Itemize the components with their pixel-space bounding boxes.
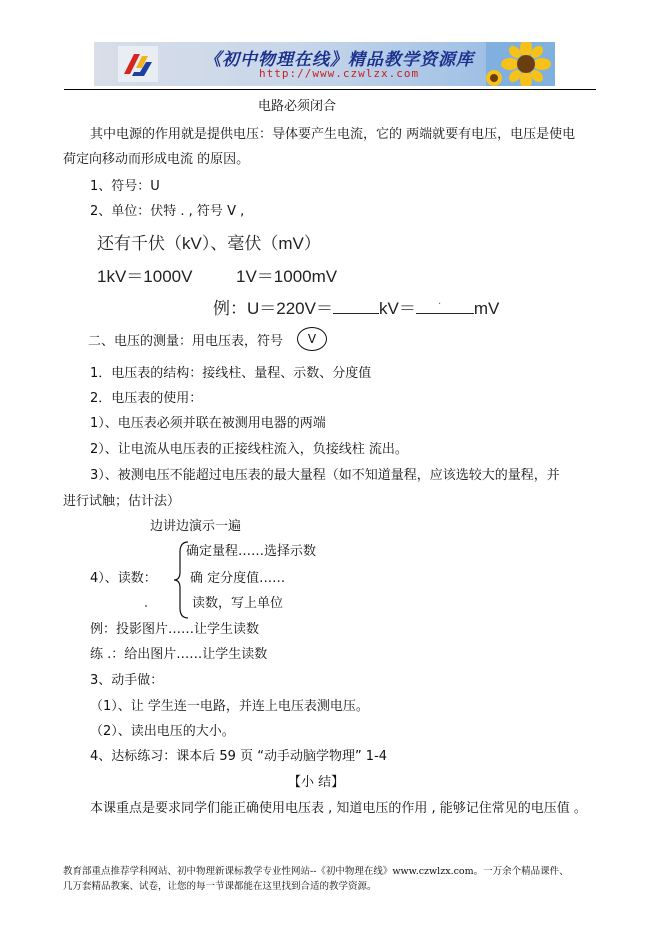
site-logo-icon (118, 46, 158, 82)
page-title: 电路必须闭合 (258, 99, 337, 114)
unit-item: 2、单位：伏特 . , 符号 V , (90, 204, 245, 219)
reading-step-3: 读数，写上单位 (192, 596, 284, 611)
voltmeter-structure: 1．电压表的结构：接线柱、量程、示数、分度值 (90, 366, 372, 381)
units-example-mid: kV＝ (378, 299, 416, 318)
kv-blank (333, 297, 379, 314)
hands-on-step-2: （2）、读出电压的大小。 (90, 724, 235, 739)
hands-on-heading: 3、动手做： (90, 673, 164, 688)
header-divider (64, 89, 596, 90)
units-mv-conversion: 1V＝1000mV (236, 267, 338, 286)
reading-label: 4）、读数： (90, 571, 157, 586)
intro-line-2: 荷定向移动而形成电流 的原因。 (63, 152, 250, 167)
section-2-heading: 二、电压的测量：用电压表，符号 (88, 334, 284, 349)
usage-rule-3-line-1: 3）、被测电压不能超过电压表的最大量程（如不知道量程，应该选较大的量程，并 (90, 468, 560, 483)
units-kv-conversion: 1kV＝1000V (97, 267, 193, 286)
usage-rule-1: 1）、电压表必须并联在被测用电器的两端 (90, 416, 326, 431)
example-line: 例：投影图片……让学生读数 (90, 622, 260, 637)
usage-rule-3-line-2: 进行试触；估计法） (63, 494, 181, 509)
hands-on-step-1: （1）、让 学生连一电路，并连上电压表测电压。 (90, 699, 369, 714)
banner-title: 《初中物理在线》精品教学资源库 (204, 50, 474, 70)
intro-line-1: 其中电源的作用就是提供电压：导体要产生电流，它的 两端就要有电压，电压是使电 (90, 127, 576, 142)
exercise-line: 4、达标练习：课本后 59 页 “动手动脑学物理” 1-4 (90, 749, 388, 764)
reading-brace-icon (172, 540, 190, 620)
reading-step-2: 确 定分度值…… (190, 571, 286, 586)
voltmeter-usage: 2．电压表的使用： (90, 391, 203, 406)
usage-rule-2: 2）、让电流从电压表的正接线柱流入，负接线柱 流出。 (90, 442, 408, 457)
blank-dot: . (437, 293, 442, 307)
mv-blank (416, 293, 474, 314)
footer-line-1: 教育部重点推荐学科网站、初中物理新课标教学专业性网站--《初中物理在线》www.czwlzx.com。一万余个精品课件、 (63, 866, 569, 877)
reading-step-1: 确定量程……选择示数 (186, 544, 317, 559)
footer-line-2: 几万套精品教案、试卷，让您的每一节课都能在这里找到合适的教学资源。 (63, 881, 377, 892)
banner-url[interactable]: http://www.czwlzx.com (259, 67, 420, 80)
stray-mark (145, 605, 147, 607)
header-banner (94, 42, 555, 86)
demo-note: 边讲边演示一遍 (150, 519, 242, 534)
summary-title: 【小 结】 (288, 775, 345, 790)
units-example-line (213, 294, 499, 319)
sunflower-icon (486, 42, 555, 86)
practice-line: 练 .：给出图片……让学生读数 (90, 647, 268, 662)
voltmeter-symbol: V (297, 327, 327, 351)
units-example-suffix: mV (473, 299, 500, 318)
units-example-prefix: 例：U＝220V＝ (213, 299, 333, 318)
summary-text: 本课重点是要求同学们能正确使用电压表 , 知道电压的作用 , 能够记住常见的电压值 。 (90, 801, 587, 816)
units-line-1: 还有千伏（kV）、毫伏（mV） (97, 234, 321, 253)
symbol-item: 1、符号：U (90, 179, 160, 194)
